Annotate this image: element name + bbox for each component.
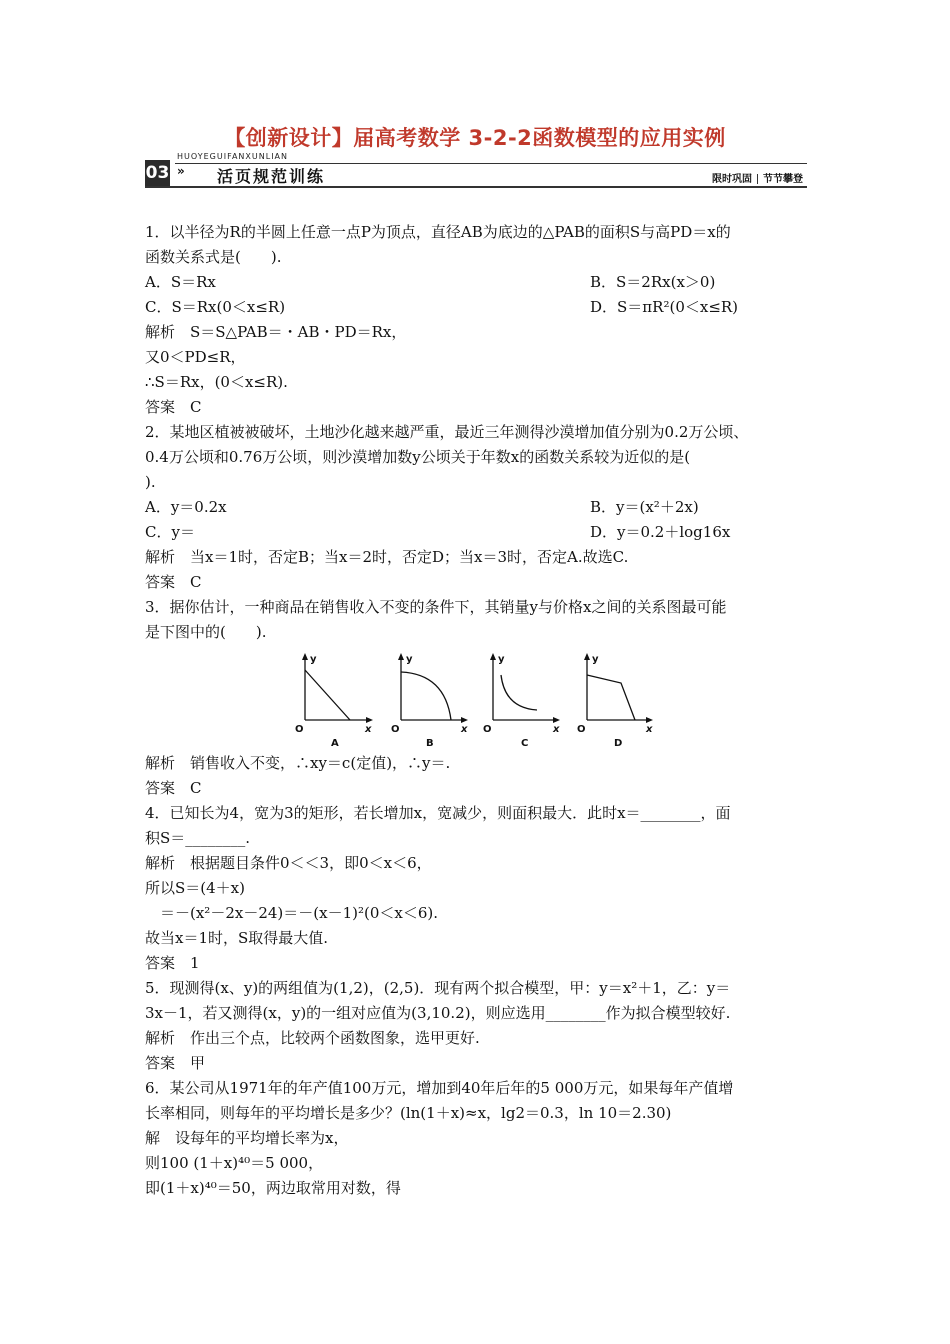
q2-option-c: C．y＝ xyxy=(145,523,195,541)
graph-c-x-label: x xyxy=(553,724,560,735)
q3-stem-1: 3．据你估计，一种商品在销售收入不变的条件下，其销量y与价格x之间的关系图最可能 xyxy=(145,598,727,616)
graph-d-curve xyxy=(587,675,635,720)
graph-a-y-label: y xyxy=(310,654,317,665)
q2-option-a: A．y＝0.2x xyxy=(145,498,227,516)
q1-stem-2: 函数关系式是( ). xyxy=(145,248,282,266)
graph-c-caption: C xyxy=(521,738,529,749)
q2-stem-2: 0.4万公顷和0.76万公顷，则沙漠增加数y公顷关于年数x的函数关系较为近似的是( xyxy=(145,448,691,466)
q4-solution-4: 故当x＝1时，S取得最大值. xyxy=(145,929,329,947)
q4-solution-2: 所以S＝(4＋x) xyxy=(145,879,245,897)
double-arrow-icon: » xyxy=(177,164,185,178)
q1-option-c: C．S＝Rx(0＜x≤R) xyxy=(145,298,286,316)
q1-option-row-1 xyxy=(145,270,810,294)
q4-answer: 答案 1 xyxy=(145,954,200,972)
graph-c-origin: O xyxy=(483,724,492,735)
graph-a-x-label: x xyxy=(365,724,372,735)
q2-option-b: B．y＝(x²＋2x) xyxy=(590,498,699,516)
graph-a-curve xyxy=(305,670,350,720)
graph-b-origin: O xyxy=(391,724,400,735)
q5-stem-2: 3x－1，若又测得(x，y)的一组对应值为(3,10.2)，则应选用________作为拟合模型较好. xyxy=(145,1004,731,1022)
q4-stem-2: 积S＝________. xyxy=(145,829,251,847)
q1-option-b: B．S＝2Rx(x＞0) xyxy=(590,273,716,291)
q2-option-row-2 xyxy=(145,520,810,544)
section-banner xyxy=(145,152,807,188)
q2-stem-1: 2．某地区植被被破坏，土地沙化越来越严重，最近三年测得沙漠增加值分别为0.2万公顷、 xyxy=(145,423,749,441)
q1-stem-1: 1．以半径为R的半圆上任意一点P为顶点，直径AB为底边的△PAB的面积S与高PD＝x的 xyxy=(145,223,731,241)
q3-stem-2: 是下图中的( ). xyxy=(145,623,267,641)
q1-solution-3: ∴S＝Rx，(0＜x≤R). xyxy=(145,373,288,391)
graph-c-curve xyxy=(501,675,537,710)
q2-stem-3: ). xyxy=(145,473,156,491)
q6-solution-1: 解 设每年的平均增长率为x， xyxy=(145,1129,349,1147)
q1-option-row-2 xyxy=(145,295,810,319)
graph-b-y-label: y xyxy=(406,654,413,665)
graph-c-y-label: y xyxy=(498,654,505,665)
banner-tag-a: 限时巩固 xyxy=(712,174,752,185)
q5-answer: 答案 甲 xyxy=(145,1054,206,1072)
banner-pinyin: HUOYEGUIFANXUNLIAN xyxy=(177,152,289,161)
graph-d-x-label: x xyxy=(646,724,653,735)
q6-stem-1: 6．某公司从1971年的年产值100万元，增加到40年后年的5 000万元，如果每年产值增 xyxy=(145,1079,734,1097)
graph-d-caption: D xyxy=(614,738,623,749)
document-title: 【创新设计】届高考数学 3-2-2函数模型的应用实例 xyxy=(224,126,726,150)
banner-separator xyxy=(757,174,758,184)
q6-stem-2: 长率相同，则每年的平均增长是多少？(ln(1＋x)≈x，lg2＝0.3，ln 10＝2.30) xyxy=(145,1104,672,1122)
q5-stem-1: 5．现测得(x、y)的两组值为(1,2)，(2,5)．现有两个拟合模型，甲：y＝x²＋1，乙：y＝ xyxy=(145,979,731,997)
q4-stem-1: 4．已知长为4，宽为3的矩形，若长增加x，宽减少，则面积最大．此时x＝________，面 xyxy=(145,804,731,822)
q4-solution-3: ＝－(x²－2x－24)＝－(x－1)²(0＜x＜6). xyxy=(145,904,439,922)
banner-tagline xyxy=(712,170,803,185)
q2-option-d: D．y＝0.2＋log16x xyxy=(590,523,731,541)
q3-graph-options xyxy=(285,650,665,750)
q5-solution: 解析 作出三个点，比较两个函数图象，选甲更好. xyxy=(145,1029,480,1047)
q3-solution: 解析 销售收入不变，∴xy＝c(定值)，∴y＝. xyxy=(145,754,451,772)
q3-graphs-svg xyxy=(285,650,665,750)
graph-d-y-label: y xyxy=(592,654,599,665)
banner-bottom-rule xyxy=(145,186,807,188)
graph-b-caption: B xyxy=(426,738,434,749)
q4-solution-1: 解析 根据题目条件0＜＜3，即0＜x＜6， xyxy=(145,854,432,872)
q1-answer: 答案 C xyxy=(145,398,202,416)
section-number: 03 xyxy=(145,160,170,186)
graph-d-origin: O xyxy=(577,724,586,735)
q1-option-d: D．S＝πR²(0＜x≤R) xyxy=(590,298,739,316)
q2-option-row-1 xyxy=(145,495,810,519)
q6-solution-2: 则100 (1＋x)⁴⁰＝5 000， xyxy=(145,1154,324,1172)
q1-solution-1: 解析 S＝S△PAB＝・AB・PD＝Rx， xyxy=(145,323,407,341)
q1-option-a: A．S＝Rx xyxy=(145,273,216,291)
q3-answer: 答案 C xyxy=(145,779,202,797)
banner-heading: 活页规范训练 xyxy=(217,167,326,186)
graph-b-curve xyxy=(401,672,451,720)
banner-tag-b: 节节攀登 xyxy=(763,174,803,185)
q1-solution-2: 又0＜PD≤R， xyxy=(145,348,246,366)
graph-a-origin: O xyxy=(295,724,304,735)
q2-answer: 答案 C xyxy=(145,573,202,591)
q6-solution-3: 即(1＋x)⁴⁰＝50，两边取常用对数，得 xyxy=(145,1179,401,1197)
q2-solution: 解析 当x＝1时，否定B；当x＝2时，否定D；当x＝3时，否定A.故选C. xyxy=(145,548,629,566)
graph-a-caption: A xyxy=(331,738,339,749)
graph-b-x-label: x xyxy=(461,724,468,735)
